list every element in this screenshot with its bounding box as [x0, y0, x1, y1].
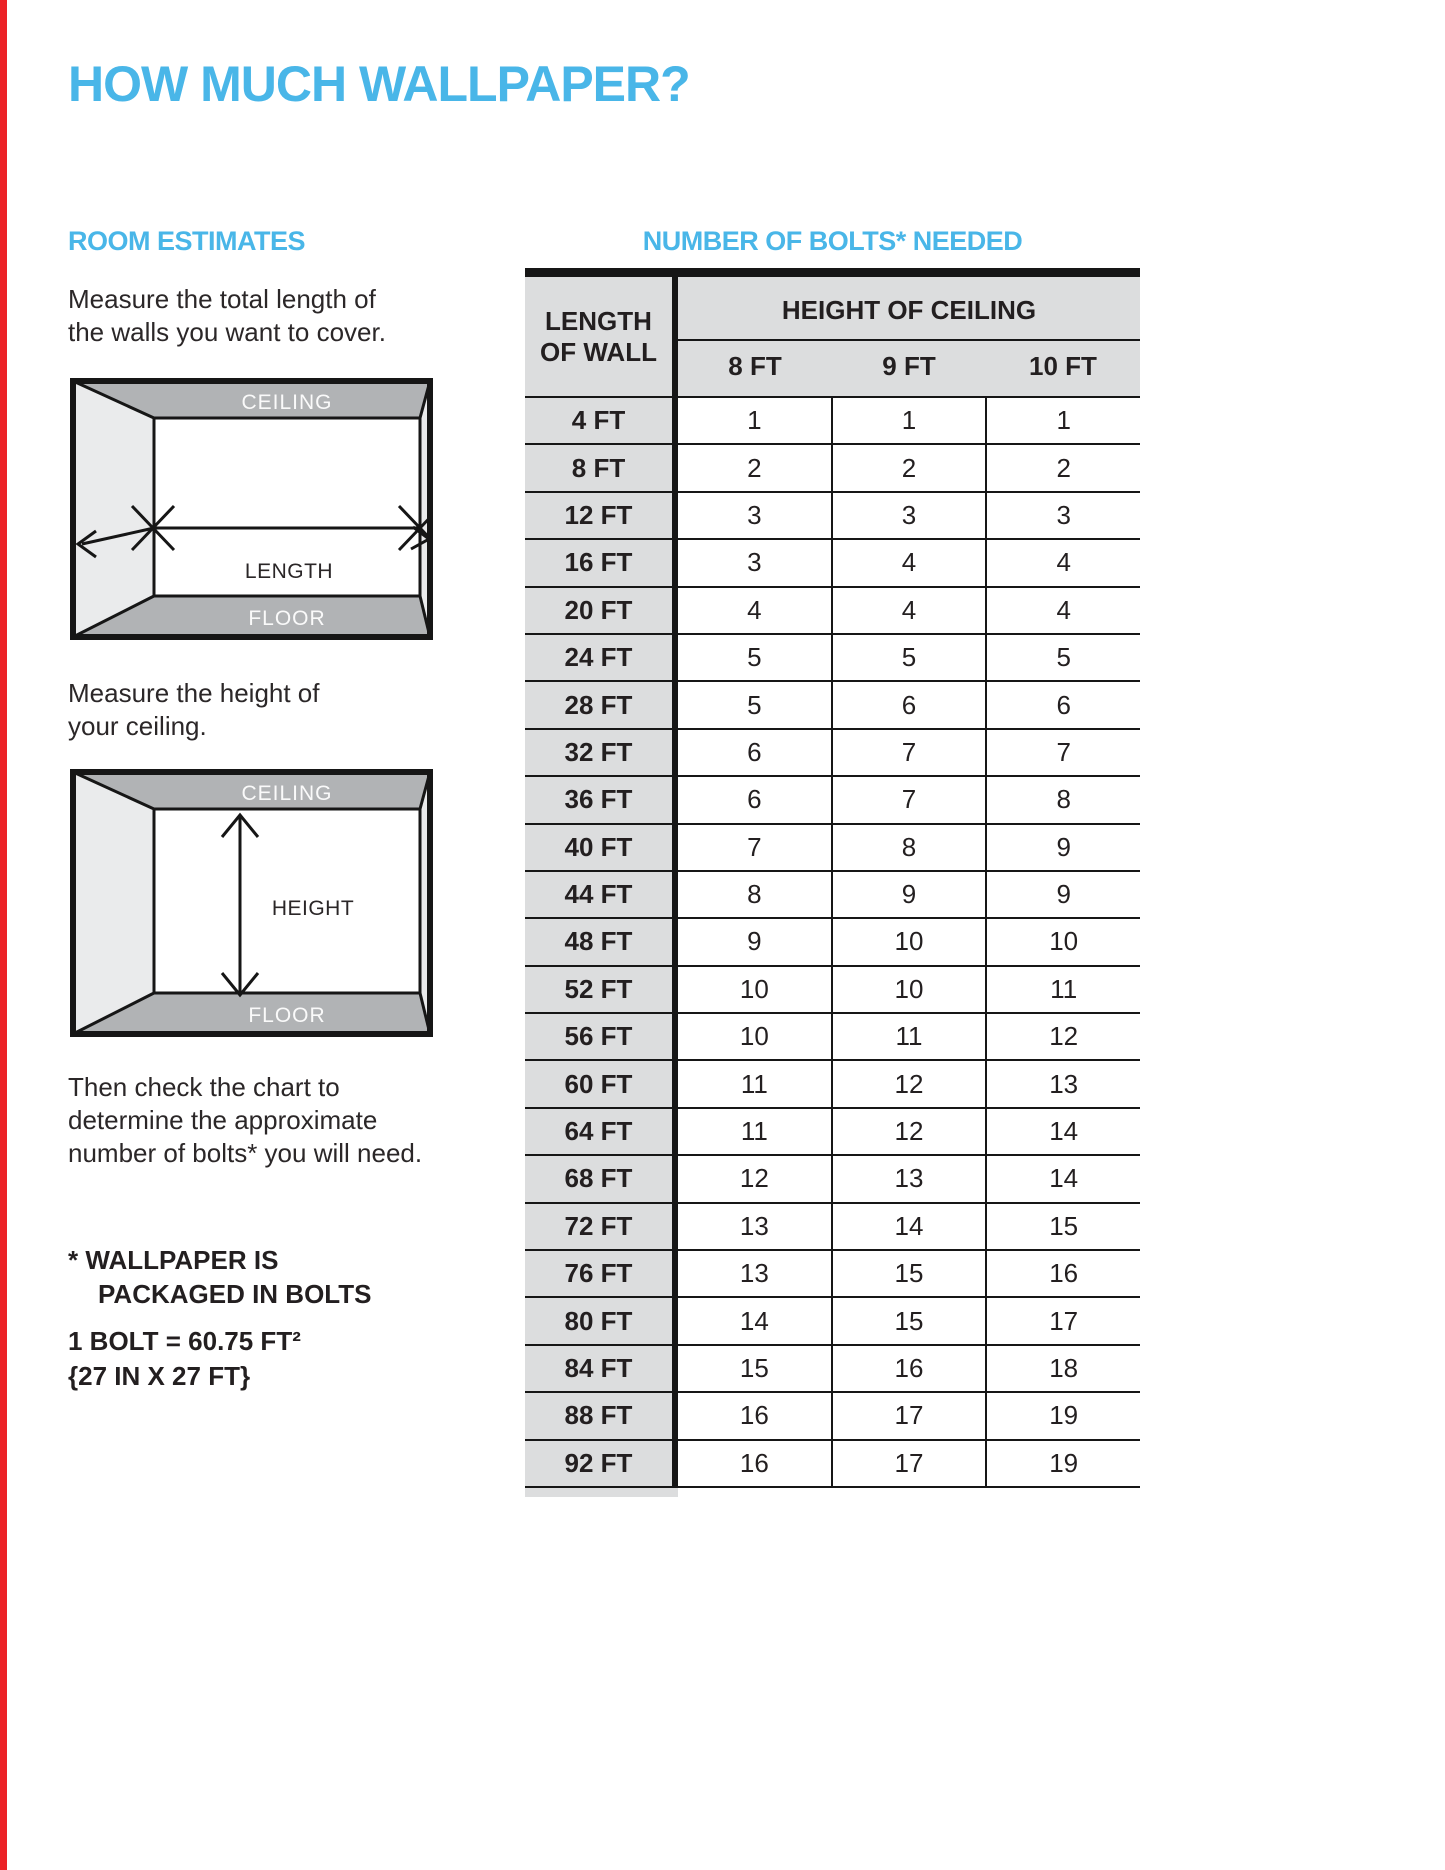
wall-length-label: 84 FT — [525, 1346, 678, 1391]
bolts-value-9ft: 17 — [831, 1441, 986, 1486]
table-row — [525, 1107, 1140, 1154]
bolts-value-9ft: 13 — [831, 1156, 986, 1201]
bolts-value-10ft: 17 — [985, 1298, 1140, 1343]
wall-length-label: 56 FT — [525, 1014, 678, 1059]
left-wall — [73, 772, 154, 1034]
subheader-10ft: 10 FT — [1029, 351, 1097, 381]
paragraph-line: determine the approximate — [68, 1105, 378, 1135]
measure-length-paragraph — [68, 283, 386, 349]
bolts-value-9ft: 5 — [831, 635, 986, 680]
ceiling-height-diagram — [70, 769, 433, 1037]
table-row — [525, 443, 1140, 490]
table-row — [525, 823, 1140, 870]
table-row — [525, 586, 1140, 633]
bolts-value-10ft: 4 — [985, 540, 1140, 585]
table-row — [525, 1391, 1140, 1438]
bolts-value-8ft: 13 — [678, 1251, 831, 1296]
subheader-8ft: 8 FT — [728, 351, 782, 381]
bolts-value-8ft: 5 — [678, 635, 831, 680]
wall-length-label: 64 FT — [525, 1109, 678, 1154]
table-row — [525, 538, 1140, 585]
table-row — [525, 870, 1140, 917]
height-of-ceiling-header-group — [678, 277, 1140, 396]
bolts-value-8ft: 1 — [678, 398, 831, 443]
bolt-size-info — [68, 1324, 301, 1394]
table-row — [525, 1249, 1140, 1296]
table-row — [525, 396, 1140, 443]
bolts-value-9ft: 17 — [831, 1393, 986, 1438]
bolts-value-10ft: 9 — [985, 825, 1140, 870]
bolts-value-10ft: 4 — [985, 588, 1140, 633]
bolts-value-8ft: 11 — [678, 1061, 831, 1106]
bolts-needed-table — [525, 268, 1140, 1497]
ceiling-label: CEILING — [241, 391, 333, 414]
wall-length-label: 48 FT — [525, 919, 678, 964]
bolts-value-8ft: 10 — [678, 967, 831, 1012]
bolts-value-8ft: 6 — [678, 777, 831, 822]
room-estimates-heading: ROOM ESTIMATES — [68, 226, 306, 256]
wall-length-label: 68 FT — [525, 1156, 678, 1201]
length-of-wall-header — [525, 277, 678, 396]
table-row — [525, 680, 1140, 727]
bolts-value-10ft: 13 — [985, 1061, 1140, 1106]
bolts-value-10ft: 5 — [985, 635, 1140, 680]
bolts-value-8ft: 9 — [678, 919, 831, 964]
table-row — [525, 1059, 1140, 1106]
wall-length-label: 24 FT — [525, 635, 678, 680]
bolts-value-8ft: 2 — [678, 445, 831, 490]
bolts-value-9ft: 15 — [831, 1298, 986, 1343]
bolts-value-9ft: 14 — [831, 1204, 986, 1249]
bolts-value-9ft: 7 — [831, 777, 986, 822]
bolts-value-8ft: 3 — [678, 493, 831, 538]
wall-length-label: 36 FT — [525, 777, 678, 822]
wall-length-label: 88 FT — [525, 1393, 678, 1438]
paragraph-line: the walls you want to cover. — [68, 317, 386, 347]
bolts-value-9ft: 6 — [831, 682, 986, 727]
table-row — [525, 1012, 1140, 1059]
bolts-value-8ft: 11 — [678, 1109, 831, 1154]
table-top-bar — [525, 268, 1140, 277]
bolts-footnote — [68, 1243, 371, 1311]
bolts-value-8ft: 4 — [678, 588, 831, 633]
bolts-value-9ft: 16 — [831, 1346, 986, 1391]
wall-length-label: 72 FT — [525, 1204, 678, 1249]
bolts-value-8ft: 14 — [678, 1298, 831, 1343]
left-wall — [73, 381, 154, 637]
bolts-value-8ft: 8 — [678, 872, 831, 917]
measure-height-paragraph — [68, 677, 320, 743]
table-body — [525, 396, 1140, 1486]
footnote-line: * WALLPAPER IS — [68, 1245, 279, 1275]
bolts-value-10ft: 10 — [985, 919, 1140, 964]
wall-length-label: 60 FT — [525, 1061, 678, 1106]
bolts-value-10ft: 16 — [985, 1251, 1140, 1296]
bolts-value-10ft: 14 — [985, 1156, 1140, 1201]
paragraph-line: your ceiling. — [68, 711, 207, 741]
table-row — [525, 1439, 1140, 1486]
bolts-value-9ft: 7 — [831, 730, 986, 775]
paragraph-line: Measure the height of — [68, 678, 320, 708]
wall-length-label: 92 FT — [525, 1441, 678, 1486]
bolts-value-10ft: 18 — [985, 1346, 1140, 1391]
wall-length-label: 4 FT — [525, 398, 678, 443]
table-row — [525, 965, 1140, 1012]
bolts-value-8ft: 6 — [678, 730, 831, 775]
wall-length-label: 16 FT — [525, 540, 678, 585]
bolts-value-9ft: 12 — [831, 1109, 986, 1154]
bolts-needed-heading: NUMBER OF BOLTS* NEEDED — [642, 226, 1023, 256]
ceiling-label: CEILING — [241, 782, 333, 805]
bolts-value-9ft: 3 — [831, 493, 986, 538]
table-row — [525, 917, 1140, 964]
table-row — [525, 1296, 1140, 1343]
footnote-line: PACKAGED IN BOLTS — [98, 1279, 372, 1309]
table-row — [525, 633, 1140, 680]
room-length-diagram — [70, 378, 433, 640]
bolts-value-10ft: 1 — [985, 398, 1140, 443]
bolts-value-10ft: 6 — [985, 682, 1140, 727]
wall-length-label: 76 FT — [525, 1251, 678, 1296]
length-label: LENGTH — [244, 560, 334, 583]
bolts-value-8ft: 5 — [678, 682, 831, 727]
bolts-value-10ft: 8 — [985, 777, 1140, 822]
table-header — [525, 277, 1140, 396]
header-line: OF WALL — [540, 336, 657, 367]
page-edge-stripe — [0, 0, 7, 1870]
subheader-9ft: 9 FT — [882, 351, 936, 381]
bolts-value-10ft: 7 — [985, 730, 1140, 775]
bolts-value-10ft: 15 — [985, 1204, 1140, 1249]
height-of-ceiling-header: HEIGHT OF CEILING — [678, 277, 1140, 341]
bolts-value-9ft: 15 — [831, 1251, 986, 1296]
paragraph-line: number of bolts* you will need. — [68, 1138, 423, 1168]
ceiling-height-subheaders — [678, 341, 1140, 394]
bolts-value-10ft: 19 — [985, 1393, 1140, 1438]
table-row — [525, 775, 1140, 822]
table-row — [525, 491, 1140, 538]
bolts-value-9ft: 10 — [831, 967, 986, 1012]
height-label: HEIGHT — [271, 897, 355, 920]
table-row — [525, 728, 1140, 775]
bolts-value-9ft: 12 — [831, 1061, 986, 1106]
floor-label: FLOOR — [248, 1004, 326, 1027]
bolt-equation: 1 BOLT = 60.75 FT² — [68, 1326, 301, 1356]
bolts-value-9ft: 4 — [831, 588, 986, 633]
bolts-value-8ft: 15 — [678, 1346, 831, 1391]
paragraph-line: Measure the total length of — [68, 284, 376, 314]
bolts-value-8ft: 12 — [678, 1156, 831, 1201]
check-chart-paragraph — [68, 1071, 422, 1170]
bolts-value-10ft: 3 — [985, 493, 1140, 538]
bolt-dimensions: {27 IN X 27 FT} — [68, 1361, 251, 1391]
bolts-value-9ft: 8 — [831, 825, 986, 870]
table-row — [525, 1202, 1140, 1249]
paragraph-line: Then check the chart to — [68, 1072, 340, 1102]
wall-length-label: 44 FT — [525, 872, 678, 917]
bolts-value-10ft: 9 — [985, 872, 1140, 917]
bolts-value-8ft: 7 — [678, 825, 831, 870]
wall-length-label: 12 FT — [525, 493, 678, 538]
bolts-value-8ft: 10 — [678, 1014, 831, 1059]
table-row — [525, 1344, 1140, 1391]
bolts-value-8ft: 16 — [678, 1441, 831, 1486]
bolts-value-10ft: 19 — [985, 1441, 1140, 1486]
bolts-value-9ft: 9 — [831, 872, 986, 917]
bolts-value-8ft: 16 — [678, 1393, 831, 1438]
wall-length-label: 20 FT — [525, 588, 678, 633]
header-line: LENGTH — [545, 305, 652, 336]
bolts-value-9ft: 2 — [831, 445, 986, 490]
bolts-value-9ft: 1 — [831, 398, 986, 443]
floor-label: FLOOR — [248, 607, 326, 630]
wall-length-label: 32 FT — [525, 730, 678, 775]
wall-length-label: 52 FT — [525, 967, 678, 1012]
bolts-value-10ft: 12 — [985, 1014, 1140, 1059]
bolts-value-9ft: 10 — [831, 919, 986, 964]
bolts-value-9ft: 4 — [831, 540, 986, 585]
bolts-value-10ft: 11 — [985, 967, 1140, 1012]
wall-length-label: 80 FT — [525, 1298, 678, 1343]
table-left-column-stub — [525, 1488, 678, 1497]
wall-length-label: 40 FT — [525, 825, 678, 870]
table-row — [525, 1154, 1140, 1201]
bolts-value-8ft: 13 — [678, 1204, 831, 1249]
bolts-value-10ft: 14 — [985, 1109, 1140, 1154]
bolts-value-8ft: 3 — [678, 540, 831, 585]
wall-length-label: 28 FT — [525, 682, 678, 727]
bolts-value-9ft: 11 — [831, 1014, 986, 1059]
page-title: HOW MUCH WALLPAPER? — [68, 56, 690, 112]
wall-length-label: 8 FT — [525, 445, 678, 490]
bolts-value-10ft: 2 — [985, 445, 1140, 490]
